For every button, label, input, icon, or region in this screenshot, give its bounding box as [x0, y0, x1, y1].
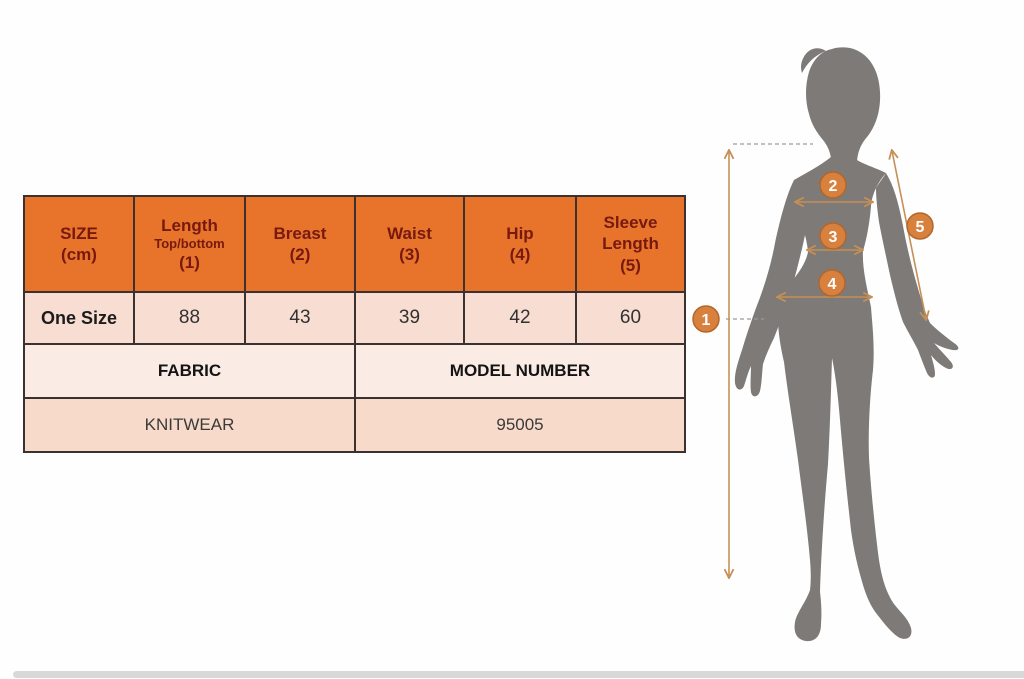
measurement-diagram: [680, 0, 1024, 679]
bottom-scrollbar[interactable]: [13, 671, 1024, 678]
header-line: Hip: [506, 223, 534, 243]
col-header-sleeve-length: [576, 196, 685, 292]
table-header-row: [24, 196, 685, 292]
marker-number: 2: [828, 178, 838, 195]
header-subline: Top/bottom: [154, 236, 225, 252]
measure-marker-3: [820, 223, 846, 249]
breast-value-cell: 43: [245, 292, 355, 344]
col-header-waist: [355, 196, 464, 292]
marker-number: 5: [915, 219, 925, 236]
fabric-label-cell: FABRIC: [24, 344, 355, 398]
info-value-row: [24, 398, 685, 452]
measure-marker-1: [693, 306, 719, 332]
info-label-row: [24, 344, 685, 398]
size-value-cell: One Size: [24, 292, 134, 344]
header-line: Length: [602, 234, 659, 254]
sleeve-value-cell: 60: [576, 292, 685, 344]
measure-marker-5: [907, 213, 933, 239]
header-number: (5): [620, 255, 641, 275]
hip-value-cell: 42: [464, 292, 576, 344]
measure-marker-2: [820, 172, 846, 198]
marker-number: 3: [828, 229, 838, 246]
marker-number: 1: [701, 312, 711, 329]
model-number-label-cell: MODEL NUMBER: [355, 344, 685, 398]
marker-number: 4: [827, 276, 837, 293]
header-line: (cm): [61, 245, 97, 264]
header-number: (4): [509, 245, 531, 264]
col-header-length: [134, 196, 245, 292]
table-row: [24, 292, 685, 344]
header-number: (3): [399, 245, 420, 264]
header-line: Breast: [273, 223, 327, 243]
header-number: (1): [179, 252, 200, 272]
female-silhouette: [735, 47, 959, 641]
length-value-cell: 88: [134, 292, 245, 344]
header-line: Waist: [387, 223, 432, 243]
waist-value-cell: 39: [355, 292, 464, 344]
col-header-hip: [464, 196, 576, 292]
size-chart-table: [23, 195, 686, 453]
header-line: Sleeve: [603, 213, 658, 233]
col-header-breast: [245, 196, 355, 292]
col-header-size: [24, 196, 134, 292]
fabric-value-cell: KNITWEAR: [24, 398, 355, 452]
header-line: Length: [161, 215, 218, 235]
measure-marker-4: [819, 270, 845, 296]
header-number: (2): [289, 245, 311, 264]
header-line: SIZE: [60, 223, 98, 243]
model-number-value-cell: 95005: [355, 398, 685, 452]
